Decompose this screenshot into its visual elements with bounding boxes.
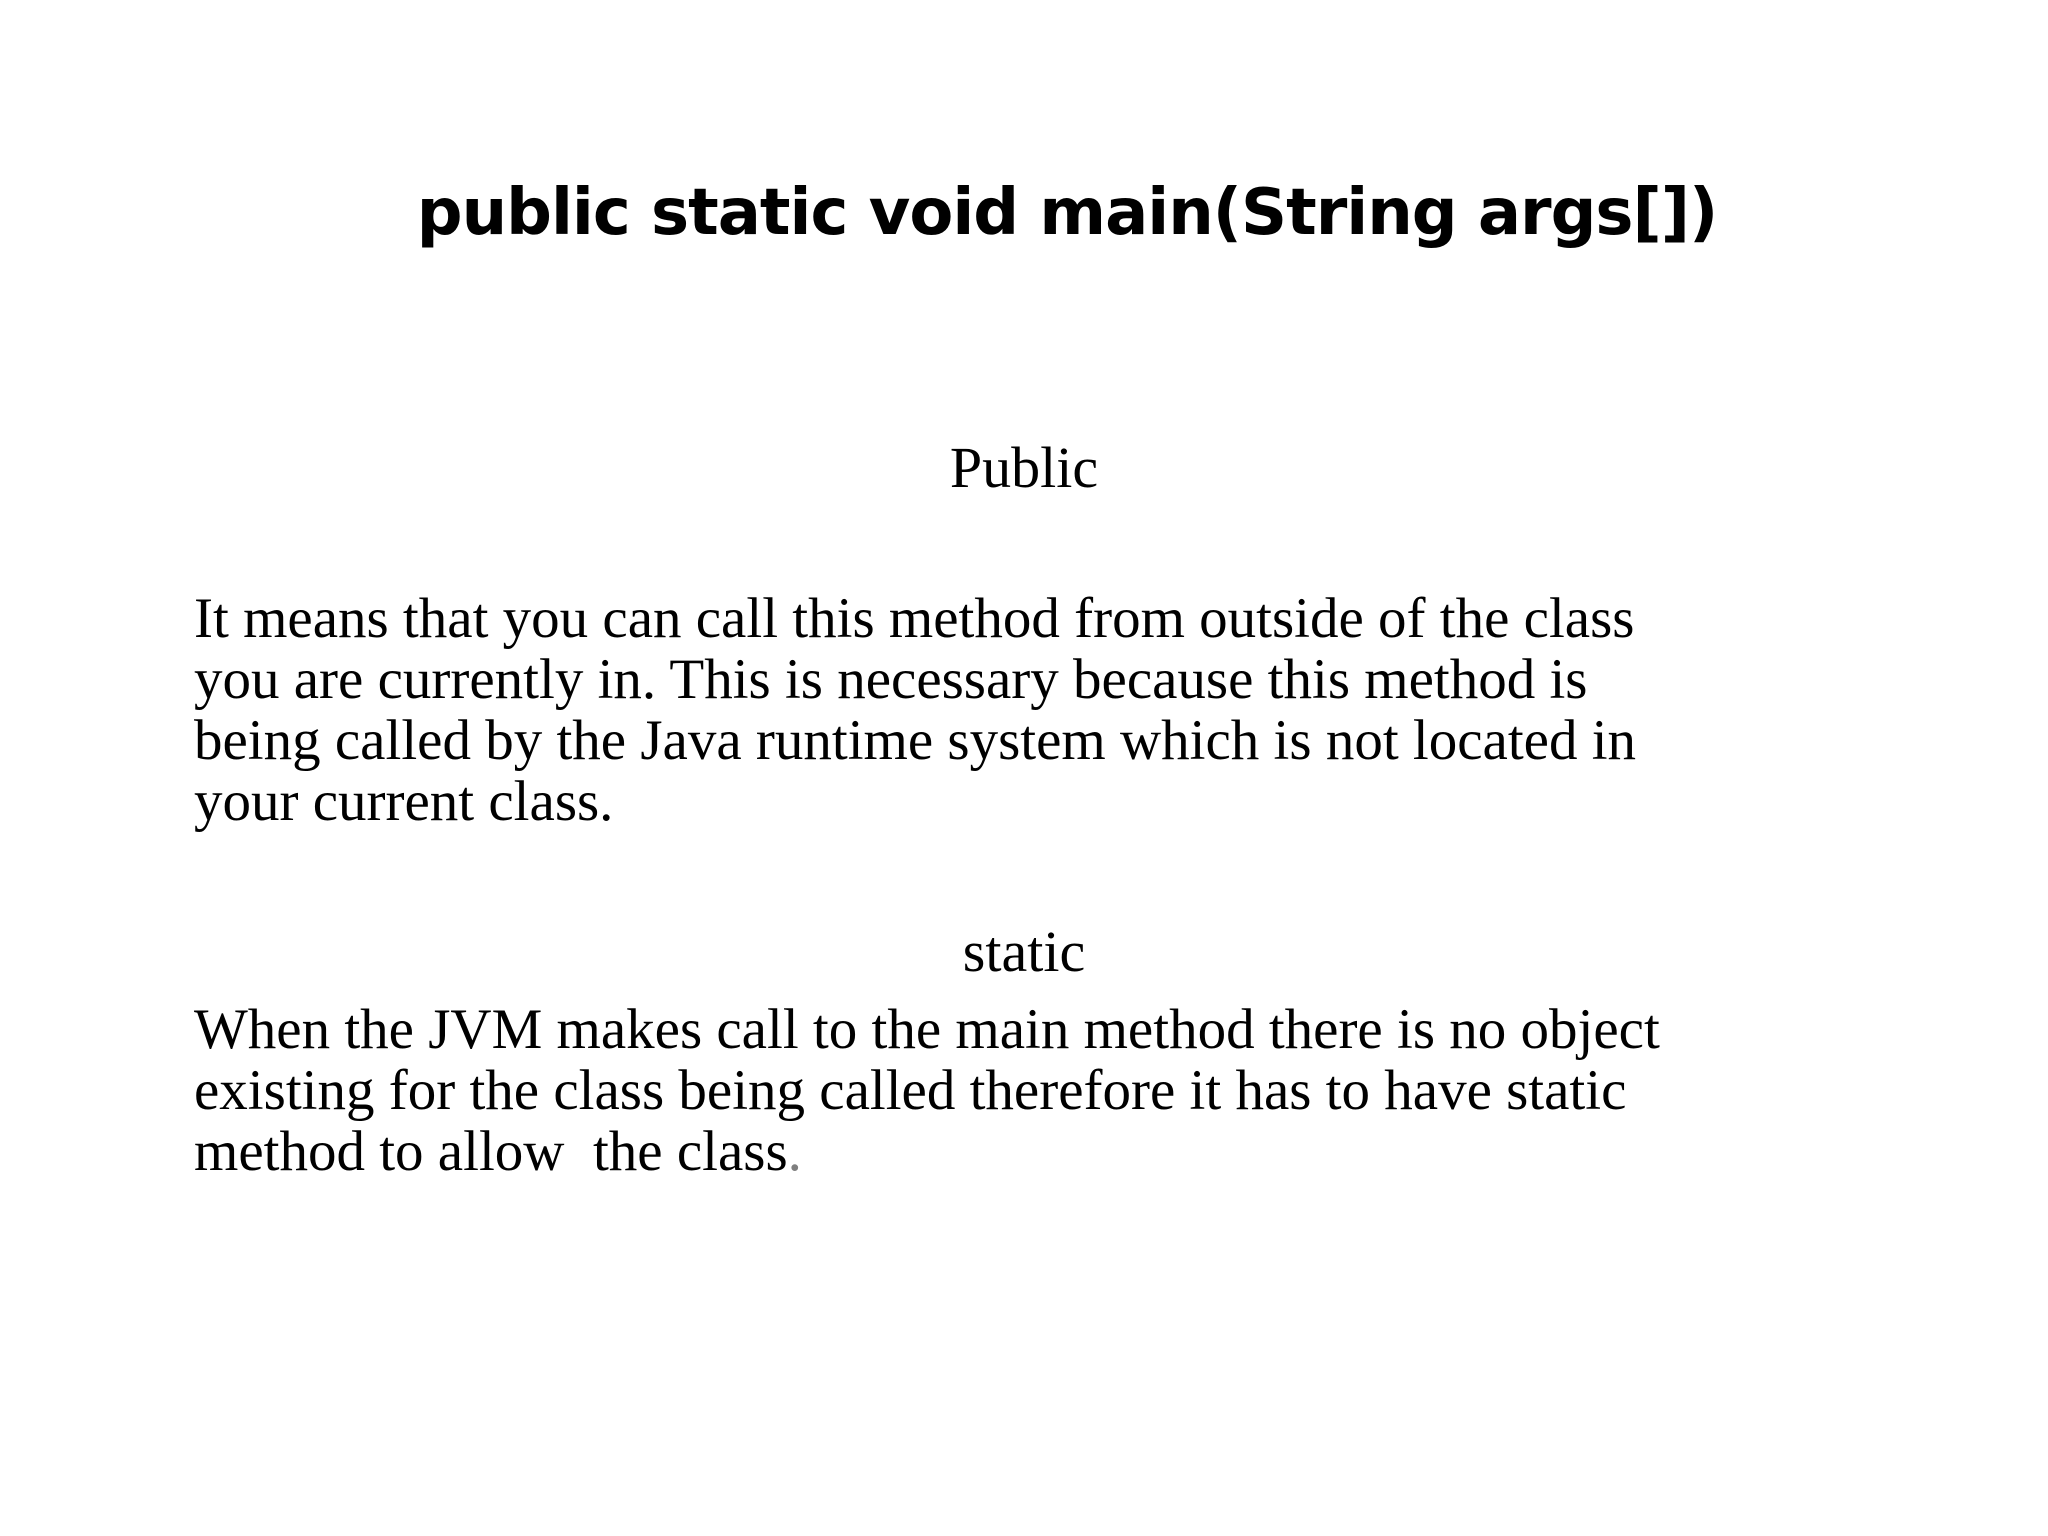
section-heading-static: static <box>962 919 1086 984</box>
body-line: existing for the class being called therefore it has to have static <box>194 1059 1627 1122</box>
section-body-public <box>194 588 1894 832</box>
body-line-last <box>194 1121 1894 1182</box>
body-line: your current class. <box>194 770 614 833</box>
section-body-static <box>194 999 1894 1182</box>
slide-title: public static void main(String args[]) <box>416 176 1718 250</box>
body-line: you are currently in. This is necessary because this method is <box>194 648 1588 711</box>
body-line-text: method to allow the class <box>194 1120 788 1183</box>
body-line: It means that you can call this method from outside of the class <box>194 587 1635 650</box>
body-line: When the JVM makes call to the main method there is no object <box>194 998 1660 1061</box>
section-heading-public: Public <box>949 435 1099 500</box>
body-line: being called by the Java runtime system which is not located in <box>194 709 1637 772</box>
trailing-period: . <box>787 1120 802 1183</box>
